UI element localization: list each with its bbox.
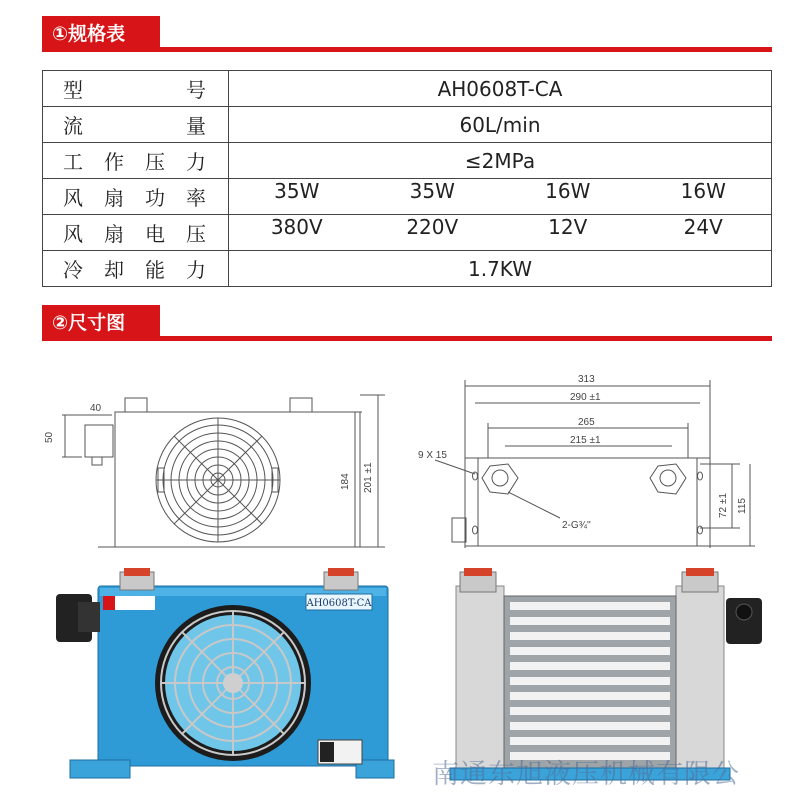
port-label: 2-G¾'' (562, 520, 591, 531)
table-row-cooling (43, 251, 772, 287)
size-section-title: ②尺寸图 (42, 305, 160, 341)
pressure-value: ≤2MPa (229, 143, 772, 179)
row-label-flow: 流 量 (43, 107, 229, 143)
dim-215-label: 215 ±1 (570, 435, 601, 446)
spec-section-title: ①规格表 (42, 16, 160, 52)
size-section-header (42, 305, 772, 341)
fan-voltage-value: 12V (548, 215, 588, 239)
spec-section-rule (42, 47, 772, 52)
spec-table (42, 70, 772, 287)
fan-voltage-value: 220V (406, 215, 459, 239)
row-label-cooling: 冷 却 能 力 (43, 251, 229, 287)
fan-voltage-value: 24V (683, 215, 723, 239)
table-row-flow (43, 107, 772, 143)
fan-power-value: 16W (545, 179, 591, 203)
watermark: 南通东旭液压机械有限公 (432, 759, 740, 790)
cooling-value: 1.7KW (229, 251, 772, 287)
fan-power-value: 35W (409, 179, 455, 203)
dim-313-label: 313 (578, 374, 595, 385)
nameplate-text: AH0608T-CA (306, 598, 372, 609)
table-row-fan-power (43, 179, 772, 215)
row-label-fan-voltage: 风 扇 电 压 (43, 215, 229, 251)
table-row-pressure (43, 143, 772, 179)
dim-115-label: 115 (737, 498, 748, 514)
row-label-fan-power: 风 扇 功 率 (43, 179, 229, 215)
dim-201-label: 201 ±1 (363, 462, 374, 493)
spec-section-header (42, 16, 772, 52)
dim-265-label: 265 (578, 417, 595, 428)
flow-value: 60L/min (229, 107, 772, 143)
row-label-pressure: 工 作 压 力 (43, 143, 229, 179)
fan-voltage-values (229, 215, 772, 251)
table-row-fan-voltage (43, 215, 772, 251)
hole-label: 9 X 15 (418, 450, 447, 461)
fan-power-value: 16W (680, 179, 726, 203)
front-view-drawing (40, 385, 400, 565)
dim-50-label: 50 (44, 431, 55, 443)
size-section-rule (42, 336, 772, 341)
dim-290-label: 290 ±1 (570, 392, 601, 403)
fan-power-value: 35W (274, 179, 320, 203)
product-photo-front (48, 568, 403, 792)
side-view-drawing (410, 368, 775, 563)
dim-72-label: 72 ±1 (718, 493, 729, 518)
row-label-model: 型 号 (43, 71, 229, 107)
fan-power-values (229, 179, 772, 215)
dim-184-label: 184 (340, 473, 351, 490)
fan-voltage-value: 380V (270, 215, 323, 239)
model-value: AH0608T-CA (229, 71, 772, 107)
dim-40-label: 40 (90, 403, 102, 414)
table-row-model (43, 71, 772, 107)
